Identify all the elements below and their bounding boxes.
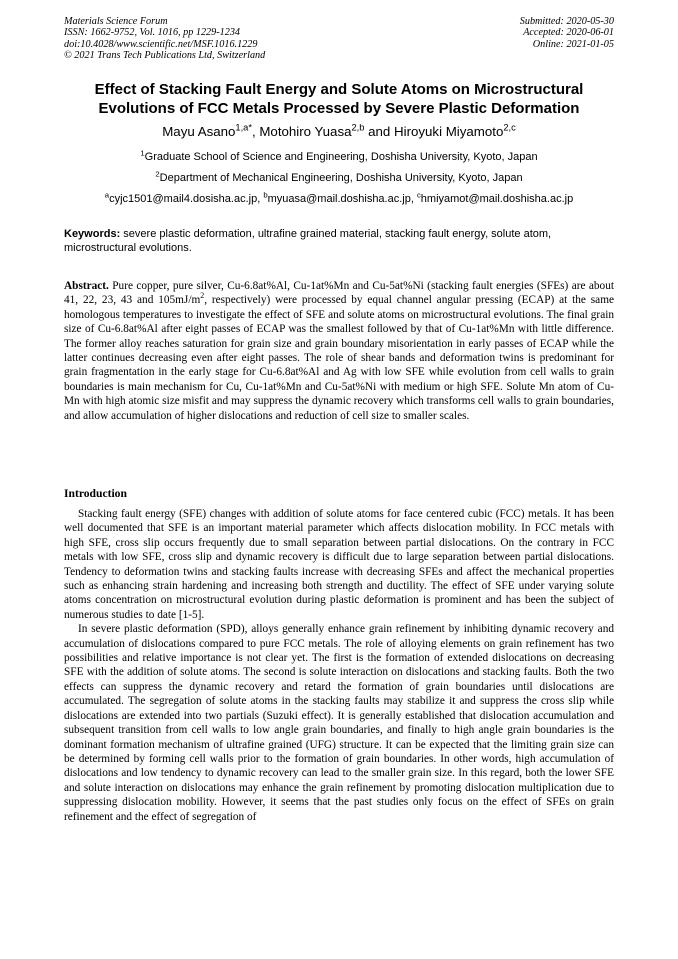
author-1: Mayu Asano — [162, 124, 236, 139]
email-a-mark: a — [104, 190, 110, 200]
keywords-label: Keywords: — [64, 228, 121, 240]
affiliation-1 — [40, 148, 638, 164]
author-2-affil: 2,b — [351, 122, 365, 133]
abstract-text-1: Pure copper, pure silver, Cu-6.8at%Al, Cu-1at%Mn and Cu-5at%Ni (stacking fault energies (SFEs) are about 41, 22, 23, 43 and 105mJ/m — [64, 280, 614, 307]
author-emails — [40, 190, 638, 206]
title-line-1: Effect of Stacking Fault Energy and Solute Atoms on Microstructural — [94, 81, 584, 98]
author-3-affil: 2,c — [503, 122, 516, 133]
paper-title — [40, 80, 638, 118]
intro-paragraph-2: In severe plastic deformation (SPD), alloys generally enhance grain refinement by inhibiting dynamic recovery and accumulation of dislocations compared to pure FCC metals. The role of alloying elements on grain refinement has two possibilities and relative importance is not clear yet. The first is the formation of extended dislocations on decreasing SFE with the addition of solute atoms. The second is solute interaction on dislocations and stacking faults. Both the two effects can suppress the dynamic recovery and retard the formation of grain boundaries until dislocations are accumulated. The segregation of solute atoms in the stacking faults may stabilize it and suppress the cross slip while dislocations are extended into two partials (Suzuki effect). It is generally established that dislocation accumulation and subsequent transition from cell walls to low angle grain boundaries, and finally to high angle grain boundaries is the dominant formation mechanism of ultrafine grained (UFG) structure. It can be expected that the limiting grain size can be determined by forming cell walls prior to the formation of grain boundaries. In other words, high accumulation of dislocations and low tendency to dynamic recovery can lead to the smaller grain size. In this regard, both the lower SFE and solute interaction on dislocations may enhance the grain refinement by promoting dislocation multiplication due to suppressing dislocation mobility. However, it seems that the past studies only focus on the effect of SFEs on grain refinement and the effect of segregation of — [64, 623, 614, 823]
journal-issn: ISSN: 1662-9752, Vol. 1016, pp 1229-1234 — [64, 27, 241, 39]
introduction-heading: Introduction — [64, 487, 127, 500]
author-1-affil: 1,a* — [235, 122, 252, 133]
author-list — [40, 124, 638, 140]
email-c-mark: c — [416, 190, 421, 200]
accepted-date: Accepted: 2020-06-01 — [523, 27, 614, 39]
journal-name: Materials Science Forum — [64, 16, 168, 27]
email-b: myuasa@mail.doshisha.ac.jp, — [267, 193, 417, 205]
abstract-label: Abstract. — [64, 280, 109, 292]
abstract-text-2: , respectively) were processed by equal channel angular pressing (ECAP) at the same homologous temperatures to investigate the effect of SFE and solute atoms on microstructural evolutions. The final grain size of Cu-6.8at%Al after eight passes of ECAP was the smallest followed by that of Cu-1at%Mn with little difference. The former alloy reaches saturation for grain size and grain boundary misorientation in early passes of ECAP while the latter continues decreasing even after eight passes. The role of shear bands and deformation twins is predominant for grain fragmentation in the early stage for Cu-6.8at%Al and Ag with low SFE while evolution from cell walls to grain boundaries is main mechanism for Cu, Cu-1at%Mn and Cu-5at%Ni with medium or high SFE. Solute Mn atom of Cu-Mn with high atomic size misfit and may suppress the dynamic recovery which transforms cell walls to grain boundaries, and allow accumulation of higher dislocations and reduction of cell size to smaller scales. — [64, 294, 614, 422]
affiliation-2 — [40, 169, 638, 185]
online-date: Online: 2021-01-05 — [532, 38, 614, 50]
affiliation-1-mark: 1 — [140, 148, 145, 158]
abstract-unit-sup: 2 — [200, 291, 205, 301]
author-3: and Hiroyuki Miyamoto — [364, 124, 504, 139]
email-b-mark: b — [263, 190, 268, 200]
title-line-2: Evolutions of FCC Metals Processed by Severe Plastic Deformation — [98, 100, 580, 117]
introduction-body — [64, 507, 614, 824]
keywords — [64, 228, 614, 255]
keywords-text: severe plastic deformation, ultrafine grained material, stacking fault energy, solute atom, microstructural evolutions. — [64, 228, 552, 254]
email-c: hmiyamot@mail.doshisha.ac.jp — [420, 193, 574, 205]
author-2: , Motohiro Yuasa — [251, 124, 352, 139]
journal-copyright: © 2021 Trans Tech Publications Ltd, Switzerland — [64, 50, 266, 62]
affiliation-2-text: Department of Mechanical Engineering, Doshisha University, Kyoto, Japan — [159, 172, 523, 184]
affiliation-1-text: Graduate School of Science and Engineering, Doshisha University, Kyoto, Japan — [144, 151, 538, 163]
affiliation-2-mark: 2 — [155, 169, 160, 179]
submission-dates — [520, 16, 614, 50]
email-a: cyjc1501@mail4.dosisha.ac.jp, — [109, 193, 264, 205]
journal-info — [64, 16, 265, 62]
abstract — [64, 279, 614, 423]
intro-paragraph-1: Stacking fault energy (SFE) changes with addition of solute atoms for face centered cubic (FCC) metals. It has been well documented that SFE is an important material parameter which affects dislocation mobility. In FCC metals with high SFE, cross slip occurs frequently due to small separation between partial dislocations. On the contrary in FCC metals with low SFE, cross slip and dynamic recovery is difficult due to large separation between partial dislocations. Tendency to deformation twins and stacking faults increase with decreasing SFEs and affect the mechanical properties such as enhancing strain hardening and increasing both strength and ductility. The effect of SFE under varying solute atoms concentration on microstructural evolution during plastic deformation is prominent and has been the subject of numerous studies to date [1-5]. — [64, 508, 614, 621]
submitted-date: Submitted: 2020-05-30 — [519, 16, 614, 27]
journal-doi: doi:10.4028/www.scientific.net/MSF.1016.1229 — [64, 38, 258, 50]
